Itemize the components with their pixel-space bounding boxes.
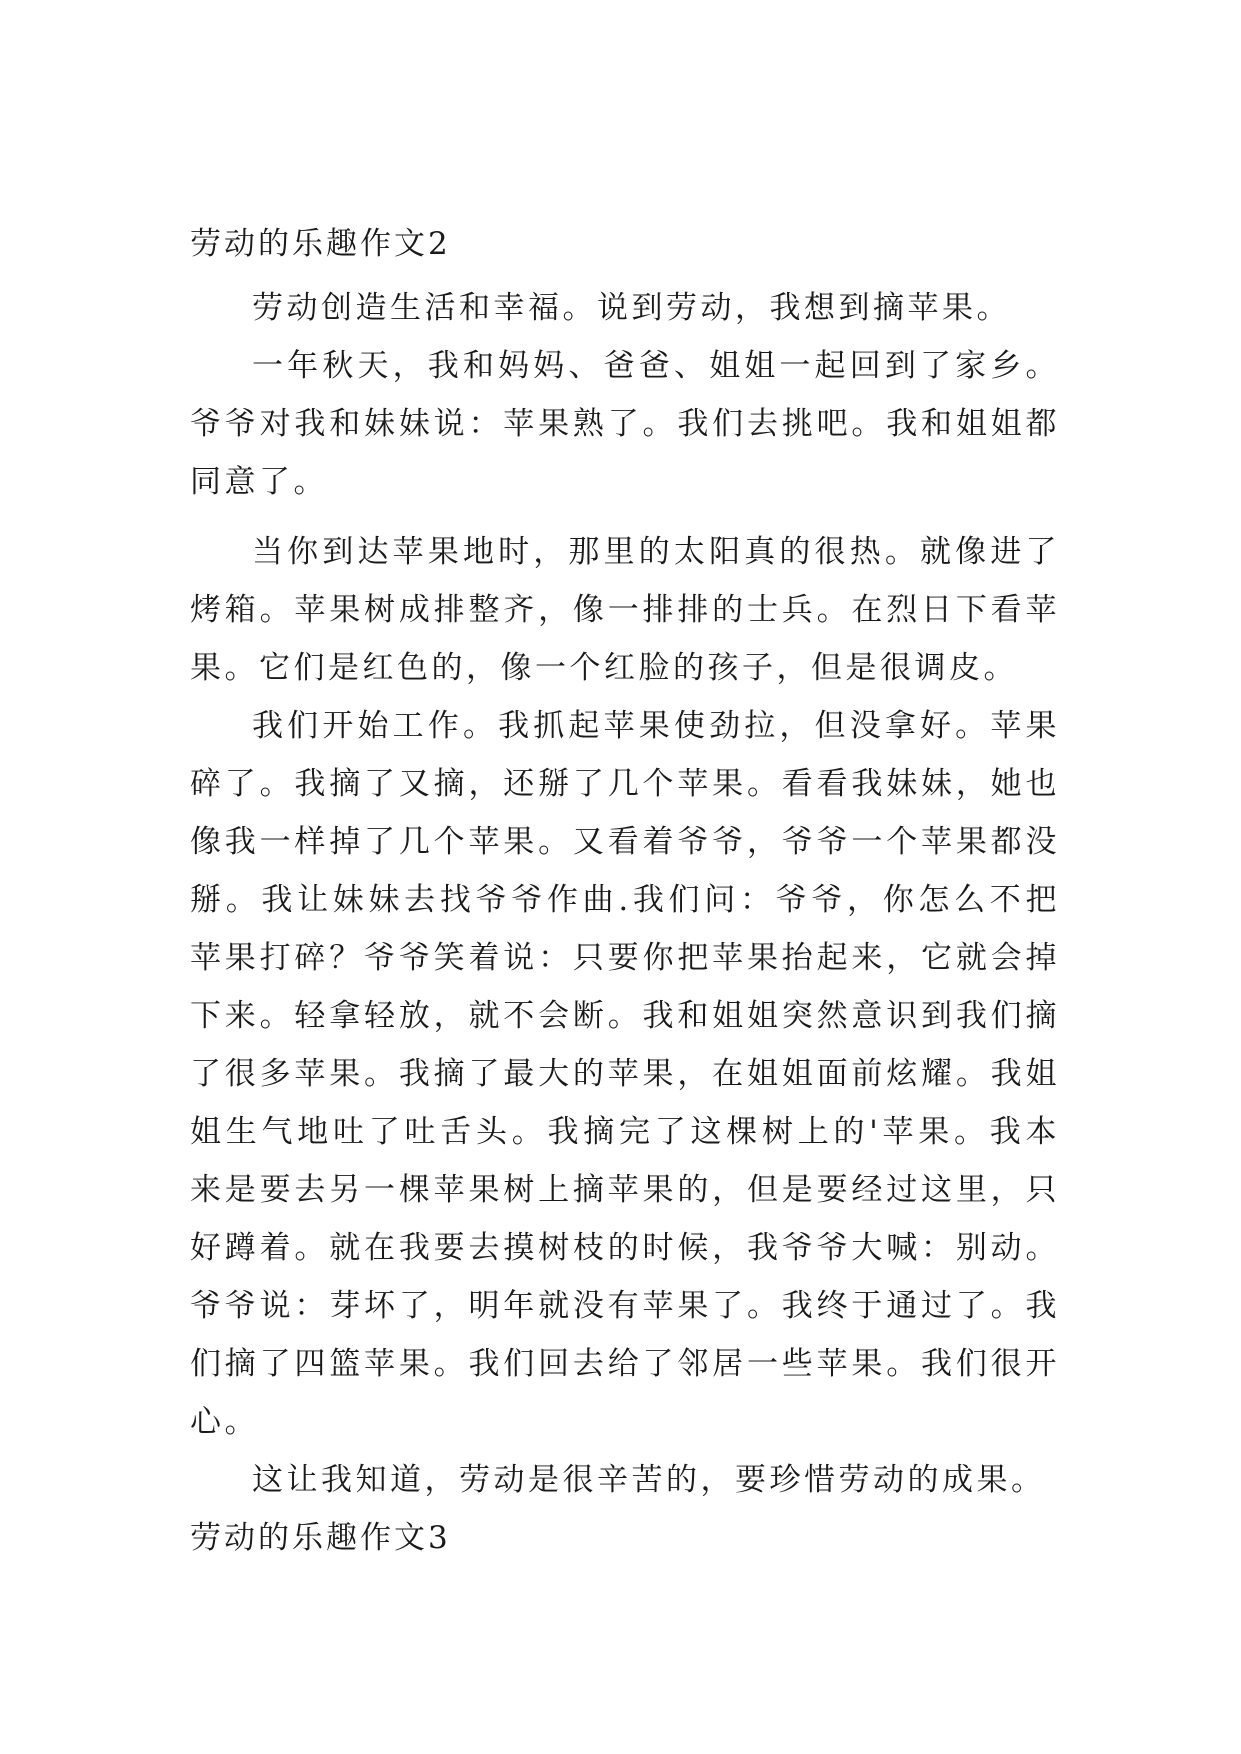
paragraph-4: 我们开始工作。我抓起苹果使劲拉，但没拿好。苹果碎了。我摘了又摘，还掰了几个苹果。看看我妹妹，她也像我一样掉了几个苹果。又看着爷爷，爷爷一个苹果都没掰。我让妹妹去找爷爷作曲.我们问：爷爷，你怎么不把苹果打碎？爷爷笑着说：只要你把苹果抬起来，它就会掉下来。轻拿轻放，就不会断。我和姐姐突然意识到我们摘了很多苹果。我摘了最大的苹果，在姐姐面前炫耀。我姐姐生气地吐了吐舌头。我摘完了这棵树上的'苹果。我本来是要去另一棵苹果树上摘苹果的，但是要经过这里，只好蹲着。就在我要去摸树枝的时候，我爷爷大喊：别动。爷爷说：芽坏了，明年就没有苹果了。我终于通过了。我们摘了四篮苹果。我们回去给了邻居一些苹果。我们很开心。 bbox=[190, 708, 1060, 1440]
essay-3-title: 劳动的乐趣作文3 bbox=[190, 1520, 451, 1556]
paragraph-1: 劳动创造生活和幸福。说到劳动，我想到摘苹果。 bbox=[252, 290, 1011, 326]
essay-2-body bbox=[190, 279, 1060, 1509]
paragraph-5: 这让我知道，劳动是很辛苦的，要珍惜劳动的成果。 bbox=[252, 1462, 1046, 1498]
paragraph-3: 当你到达苹果地时，那里的太阳真的很热。就像进了烤箱。苹果树成排整齐，像一排排的士兵。在烈日下看苹果。它们是红色的，像一个红脸的孩子，但是很调皮。 bbox=[190, 534, 1060, 686]
paragraph-2: 一年秋天，我和妈妈、爸爸、姐姐一起回到了家乡。爷爷对我和妹妹说：苹果熟了。我们去挑吧。我和姐姐都同意了。 bbox=[190, 348, 1060, 500]
essay-2-title: 劳动的乐趣作文2 bbox=[190, 226, 451, 262]
